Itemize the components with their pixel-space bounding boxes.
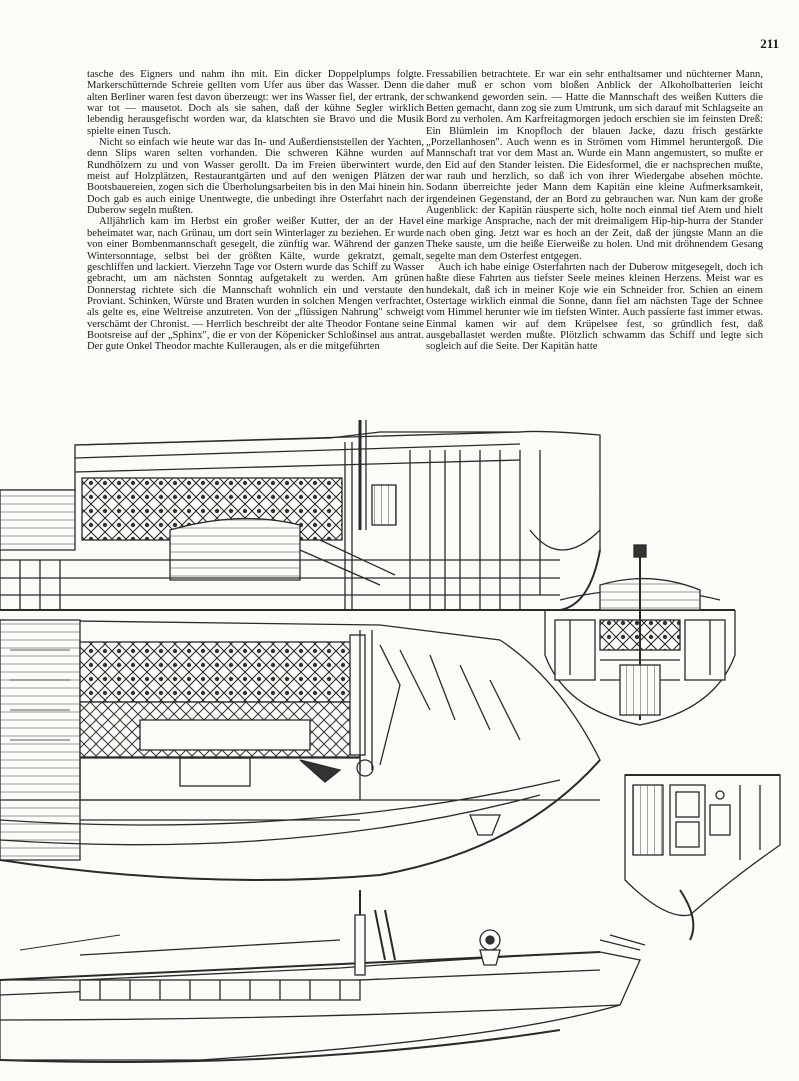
paragraph: Alljährlich kam im Herbst ein großer weißer Kutter, der an der Havel beheimatet war, nach Grünau, um dort sein Winterlager zu beziehen. Er wurde von einer Bombenmannschaft gesegelt, die zünftig war. Während der ganzen Wintersonntage, selbst bei der größten Kälte, wurde gekratzt, gemalt, geschliffen und lackiert. Vierzehn Tage vor Ostern wurde das Schiff zu Wasser gebracht, um am nächsten Sonntag aufgetakelt zu werden. Am grünen Donnerstag richtete sich die Mannschaft wohnlich ein und verstaute den Proviant. Schinken, Würste und Braten wurden in solchen Mengen verfrachtet, als gelte es, eine Weltreise anzutreten. Von der „flüssigen Nahrung" schweigt verschämt der Chronist. — Herrlich beschreibt der alte Theodor Fontane seine Bootsreise auf der „Sphinx", die er von der Köpenicker Schloßinsel aus antrat. Der gute Onkel Theodor machte Kulleraugen, als er die mitgeführten [87, 216, 424, 353]
paragraph: Nicht so einfach wie heute war das In- und Außerdienststellen der Yachten, denn Slips waren selten vorhanden. Die schweren Kähne wurden auf Rundhölzern zu und von Wasser gerollt. Da im Freien überwintert wurde, meist auf Holzplätzen, Restaurantgärten und auf den wenigen Plätzen der Bootsbauereien, zogen sich die Überholungsarbeiten bis in den Mai hinein hin. Doch gab es auch einige Unentwegte, die unbedingt ihre Osterfahrt nach der Duberow segeln mußten. [87, 137, 424, 217]
article-left-column [87, 69, 424, 353]
paragraph: Auch ich habe einige Osterfahrten nach der Duberow mitgesegelt, doch ich haßte diese Fahrten aus tiefster Seele meines kleinen Herzens. Meist war es hundekalt, daß ich in meiner Koje wie ein Schneider fror. Schien an einem Ostertage wirklich einmal die Sonne, dann fiel am nächsten Tage der Schnee vom Himmel herunter wie im tiefsten Winter. Auch passierte fast immer etwas. Einmal kamen wir auf dem Krüpelsee fest, so gründlich fest, daß ausgeballastet werden mußte. Plötzlich schwamm das Schiff und legte sich sogleich auf die Seite. Der Kapitän hatte [426, 261, 763, 353]
deck-plan-view [0, 620, 600, 880]
bow-cross-section [625, 775, 780, 940]
boat-plan-drawing [0, 420, 799, 1081]
paragraph: Fressabilien betrachtete. Er war ein sehr enthaltsamer und nüchterner Mann, daher muß er schon vom bloßen Anblick der Alkoholbatterien leicht schwankend geworden sein. — Hatte die Mannschaft des weißen Kutters die Betten gemacht, dann zog sie zum Umtrunk, um sich darauf mit Schlagseite an Bord zu verholen. Am Karfreitagmorgen jedoch erschien sie im feinsten Dreß: Ein Blümlein im Knopfloch der blauen Jacke, dazu frisch gestärkte „Porzellanhosen". Auch wenn es in Strömen vom Himmel heruntergoß. Die Mannschaft trat vor dem Mast an. Wurde ein Mann angemustert, so mußte er den Eid auf den Stander leisten. Die Eidesformel, die er nachsprechen mußte, war rauh und herzlich, so daß ich von ihrer Wiedergabe absehen möchte. Sodann überreichte jeder Mann dem Kapitän eine kleine Aufmerksamkeit, irgendeinen Gegenstand, der an Bord zu gebrauchen war. Nun kam der große Augenblick: der Kapitän räusperte sich, holte noch einmal tief Atem und hielt eine markige Ansprache, nach der mit dreimaligem Hip-hip-hurra der Stander nach oben ging. Jetzt war es hoch an der Zeit, daß der jüngste Mann an die Theke sauste, um die heiße Eierweiße zu holen. Und mit dröhnendem Gesang segelte man dem Osterfest entgegen. [426, 69, 763, 262]
boat-plan-svg [0, 420, 799, 1081]
side-elevation [0, 890, 645, 1062]
article-right-column [426, 69, 763, 353]
longitudinal-section [0, 420, 600, 610]
page-number: 211 [760, 36, 779, 51]
paragraph: tasche des Eigners und nahm ihn mit. Ein dicker Doppelplumps folgte. Markerschütternde Schreie gellten vom Ufer aus über das Wasser. Denn die alten Berliner waren fest davon überzeugt: wer ins Wasser fiel, der ertrank, der war tot — mausetot. Doch als sie sahen, daß der kühne Segler wirklich lebendig herausgefischt worden war, da klatschten sie Bravo und die Musik spielte einen Tusch. [87, 69, 424, 137]
